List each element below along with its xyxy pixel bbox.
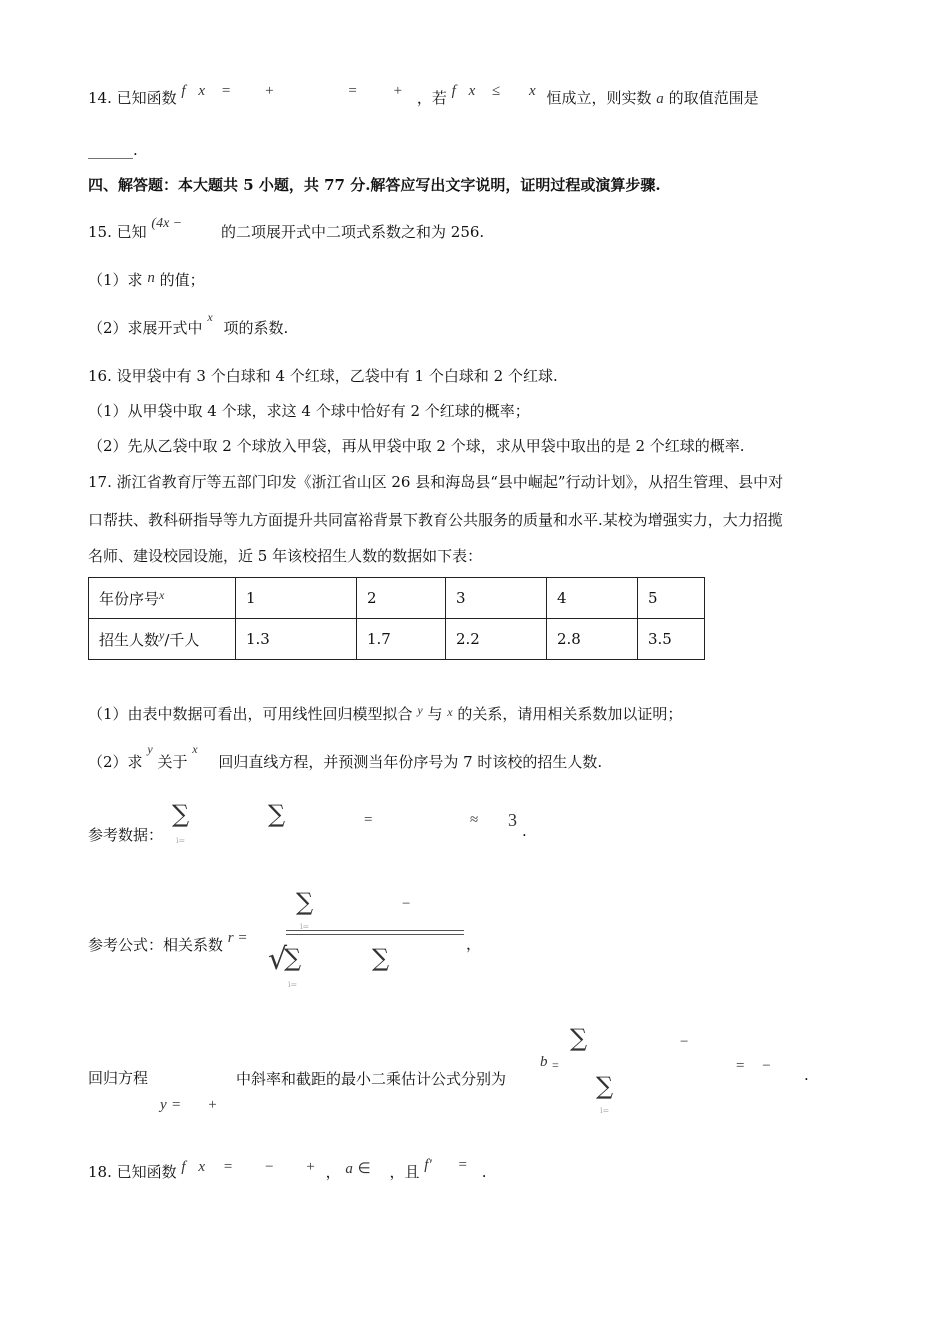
q18-fprime: f′: [424, 1157, 432, 1173]
q18-f: f: [181, 1159, 186, 1175]
r-symbol: r: [227, 930, 234, 946]
sigma-symbol: ∑: [596, 1072, 614, 1100]
reg-y: y: [160, 1097, 167, 1113]
q17-line2: 口帮扶、教科研指导等九方面提升共同富裕背景下教育公共服务的质量和水平.某校为增强实力，大力招揽: [88, 511, 783, 529]
reg-end: .: [804, 1066, 809, 1084]
q15-part2: [88, 310, 289, 339]
q15-p2a: （2）求展开式中: [88, 319, 203, 337]
q14-x1: x: [198, 83, 206, 99]
q14-blank: ______.: [88, 141, 138, 159]
a-eq: = −: [736, 1058, 771, 1074]
sigma-subscript: i=: [288, 980, 298, 989]
enrollment-table: [88, 577, 705, 660]
sqrt-icon: √: [268, 942, 288, 977]
q14-line1: [88, 83, 759, 109]
q17-p1a: （1）由表中数据可看出，可用线性回归模型拟合: [88, 705, 413, 723]
q16-part1: （1）从甲袋中取 4 个球，求这 4 个球中恰好有 2 个红球的概率；: [88, 402, 530, 420]
q18-minus: −: [265, 1159, 274, 1175]
table-cell: 2.8: [547, 619, 638, 660]
q16-part2: （2）先从乙袋中取 2 个球放入甲袋，再从甲袋中取 2 个球，求从甲袋中取出的是 2 个红球的概率.: [88, 437, 745, 455]
q18-text1: 18. 已知函数: [88, 1163, 177, 1181]
q14-text2: ，若: [416, 89, 447, 107]
q15-p2b: 项的系数.: [223, 319, 289, 337]
sigma-symbol: ∑: [172, 800, 190, 828]
q18-comma: ，: [325, 1163, 341, 1181]
q14-plus1: +: [265, 83, 274, 99]
ref-eq: =: [364, 812, 373, 828]
q15-x: x: [207, 310, 213, 324]
minus-symbol: −: [402, 896, 411, 912]
q15-n: n: [147, 270, 155, 286]
q15-p1a: （1）求: [88, 271, 143, 289]
q17-p2x: x: [192, 742, 198, 756]
q14-a: a: [656, 91, 664, 107]
q14-text4: 的取值范围是: [668, 89, 759, 107]
q14-x2: x: [468, 83, 476, 99]
table-row: [89, 578, 705, 619]
table-cell: 5: [638, 578, 705, 619]
q14-f2: f: [451, 83, 456, 99]
table-cell: 4: [547, 578, 638, 619]
q17-p1x: x: [447, 705, 453, 719]
q16-stem: 16. 设甲袋中有 3 个白球和 4 个红球，乙袋中有 1 个白球和 2 个红球.: [88, 367, 558, 385]
table-cell: 2: [357, 578, 446, 619]
sigma-subscript: i=: [600, 1106, 610, 1115]
q17-p2c: 回归直线方程，并预测当年份序号为 7 时该校的招生人数.: [218, 753, 603, 771]
q14-f: f: [181, 83, 186, 99]
q17-p2a: （2）求: [88, 753, 143, 771]
q14-text1: 14. 已知函数: [88, 89, 177, 107]
table-header-cell: 招生人数$^y$/千人: [89, 619, 236, 660]
table-cell: 1: [236, 578, 357, 619]
fraction-bar: [286, 930, 464, 935]
sigma-subscript: i=: [176, 836, 186, 845]
q18-text2: ，且: [389, 1163, 420, 1181]
q17-p2y: y: [147, 742, 153, 756]
minus-symbol: −: [680, 1034, 689, 1050]
q15-text1: 15. 已知: [88, 223, 147, 241]
q17-p1c: 的关系，请用相关系数加以证明；: [457, 705, 683, 723]
q14-eq2: =: [348, 83, 357, 99]
q15-stem: [88, 216, 485, 244]
b-eq: =: [552, 1058, 559, 1072]
q17-p2b: 关于: [157, 753, 188, 771]
table-cell: 1.3: [236, 619, 357, 660]
table-header-cell: 年份序号$^x$: [89, 578, 236, 619]
sigma-subscript: i=: [300, 922, 310, 931]
ref-end: .: [522, 822, 527, 840]
sigma-symbol: ∑: [268, 800, 286, 828]
table-cell: 2.2: [446, 619, 547, 660]
r-eq: =: [238, 930, 247, 946]
reg-eq-plus: = +: [172, 1097, 217, 1113]
sigma-symbol: ∑: [372, 944, 390, 972]
q17-part1: [88, 704, 682, 725]
q17-line3: 名师、建设校园设施，近 5 年该校招生人数的数据如下表：: [88, 547, 483, 565]
q18-plus: +: [306, 1159, 315, 1175]
q14-plus2: +: [393, 83, 403, 99]
q17-p1b: 与: [427, 705, 443, 723]
section4-heading: 四、解答题：本大题共 5 小题，共 77 分.解答应写出文字说明，证明过程或演算步骤.: [88, 176, 661, 194]
q15-p1b: 的值；: [159, 271, 205, 289]
table-cell: 1.7: [357, 619, 446, 660]
formula-comma: ，: [466, 935, 482, 953]
q14-text3: 恒成立，则实数: [546, 89, 652, 107]
table-row: [89, 619, 705, 660]
table-cell: 3: [446, 578, 547, 619]
reg-text: 中斜率和截距的最小二乘估计公式分别为: [236, 1070, 507, 1088]
q15-expr: (4x −: [151, 216, 183, 231]
q17-line1: 17. 浙江省教育厅等五部门印发《浙江省山区 26 县和海岛县“县中崛起”行动计划》，从招生管理、县中对: [88, 473, 784, 491]
ref-three: 3: [508, 810, 517, 830]
b-hat: b: [540, 1054, 548, 1070]
q18-eq2: =: [458, 1157, 467, 1173]
ref-formula-text: 参考公式：相关系数: [88, 936, 224, 954]
ref-formula-label: [88, 930, 247, 956]
q14-eq1: =: [221, 83, 231, 99]
q17-part2: [88, 742, 603, 773]
table-cell: 3.5: [638, 619, 705, 660]
q18-x: x: [198, 1159, 206, 1175]
ref-data-label: 参考数据：: [88, 826, 164, 844]
sigma-symbol: ∑: [296, 888, 314, 916]
q17-p1y: y: [417, 703, 423, 717]
sigma-symbol: ∑: [570, 1024, 588, 1052]
q18-eq: =: [223, 1159, 233, 1175]
q18-end: .: [481, 1163, 487, 1181]
q18-in: ∈: [357, 1161, 371, 1177]
q14-x3: x: [529, 83, 536, 99]
q14-le: ≤: [492, 83, 501, 99]
reg-label: 回归方程: [88, 1069, 149, 1087]
q15-part1: [88, 270, 205, 291]
q18-a: a: [345, 1161, 353, 1177]
q15-text2: 的二项展开式中二项式系数之和为 256.: [221, 223, 485, 241]
q18-stem: [88, 1157, 487, 1183]
sigma-symbol: ∑: [284, 944, 302, 972]
ref-approx: ≈: [470, 812, 479, 828]
